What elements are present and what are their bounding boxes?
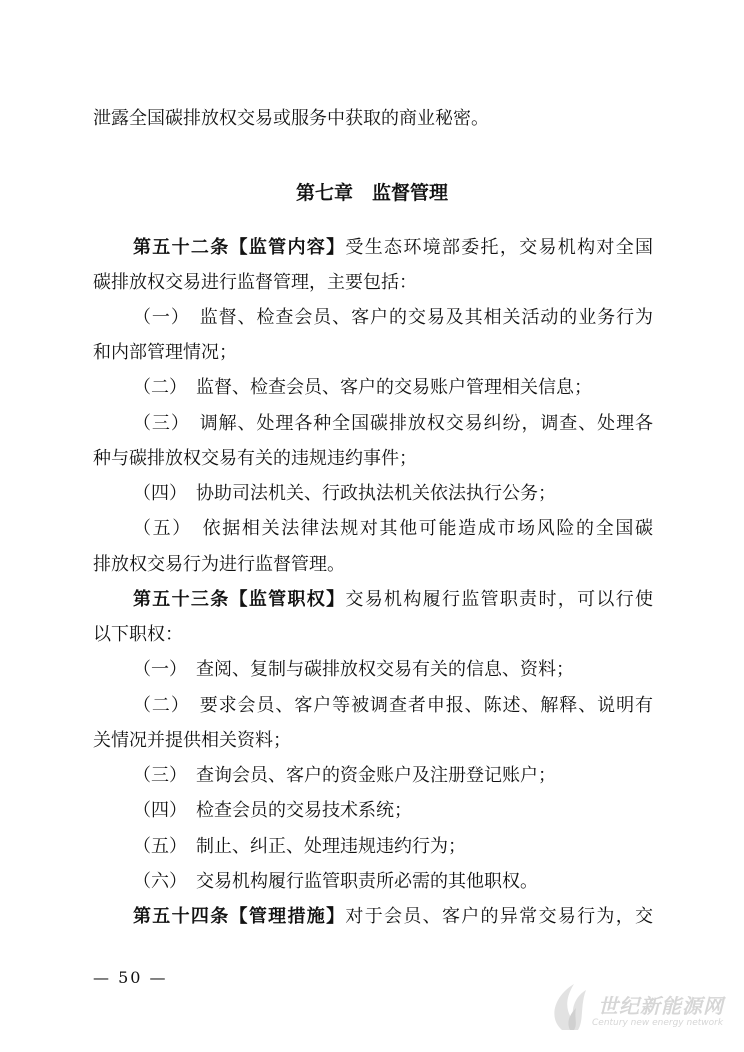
article-52-item-4: （四） 协助司法机关、行政执法机关依法执行公务； [133,483,556,504]
article-53-item-6: （六） 交易机构履行监管职责所必需的其他职权。 [133,871,538,892]
article-54-text: 对于会员、客户的异常交易行为，交 [345,906,654,927]
article-53-item-5: （五） 制止、纠正、处理违规违约行为； [133,836,466,857]
article-53-item-2: （二） 要求会员、客户等被调查者申报、陈述、解释、说明有 [133,695,653,716]
article-52-text: 受生态环境部委托，交易机构对全国 [345,237,654,258]
article-52-item-3: （三） 调解、处理各种全国碳排放权交易纠纷，调查、处理各 [133,413,653,434]
article-52-item-1-cont: 和内部管理情况； [93,342,237,363]
article-52-item-5: （五） 依据相关法律法规对其他可能造成市场风险的全国碳 [133,518,653,539]
chapter-heading: 第七章 监督管理 [295,182,448,204]
article-52-item-1: （一） 监督、检查会员、客户的交易及其相关活动的业务行为 [133,307,653,328]
article-54-tag: 【管理措施】 [229,906,346,927]
article-52-item-5-cont: 排放权交易行为进行监督管理。 [93,554,345,575]
article-52-first-line [133,235,653,261]
article-52-number: 第五十二条 [133,237,230,258]
article-53-line-2: 以下职权： [93,624,183,645]
article-52-tag: 【监管内容】 [229,237,346,258]
text-line-1: 泄露全国碳排放权交易或服务中获取的商业秘密。 [93,108,489,129]
page-number: — 50 — [93,968,168,987]
article-53-item-2-cont: 关情况并提供相关资料； [93,730,291,751]
article-52-item-2: （二） 监督、检查会员、客户的交易账户管理相关信息； [133,377,592,398]
article-54-number: 第五十四条 [133,906,230,927]
article-52-item-3-cont: 种与碳排放权交易有关的违规违约事件； [93,448,417,469]
article-54-first-line [133,904,653,930]
article-53-text: 交易机构履行监管职责时，可以行使 [345,589,654,610]
watermark-text: 世纪新能源网 [598,994,724,1018]
article-53-number: 第五十三条 [133,589,230,610]
article-53-tag: 【监管职权】 [229,589,346,610]
article-53-item-4: （四） 检查会员的交易技术系统； [133,800,412,821]
article-53-item-3: （三） 查询会员、客户的资金账户及注册登记账户； [133,765,556,786]
article-53-first-line [133,587,653,613]
article-53-item-1: （一） 查阅、复制与碳排放权交易有关的信息、资料； [133,659,574,680]
article-52-line-2: 碳排放权交易进行监督管理，主要包括： [93,272,417,293]
watermark-subtext: Century new energy network [592,1018,724,1028]
